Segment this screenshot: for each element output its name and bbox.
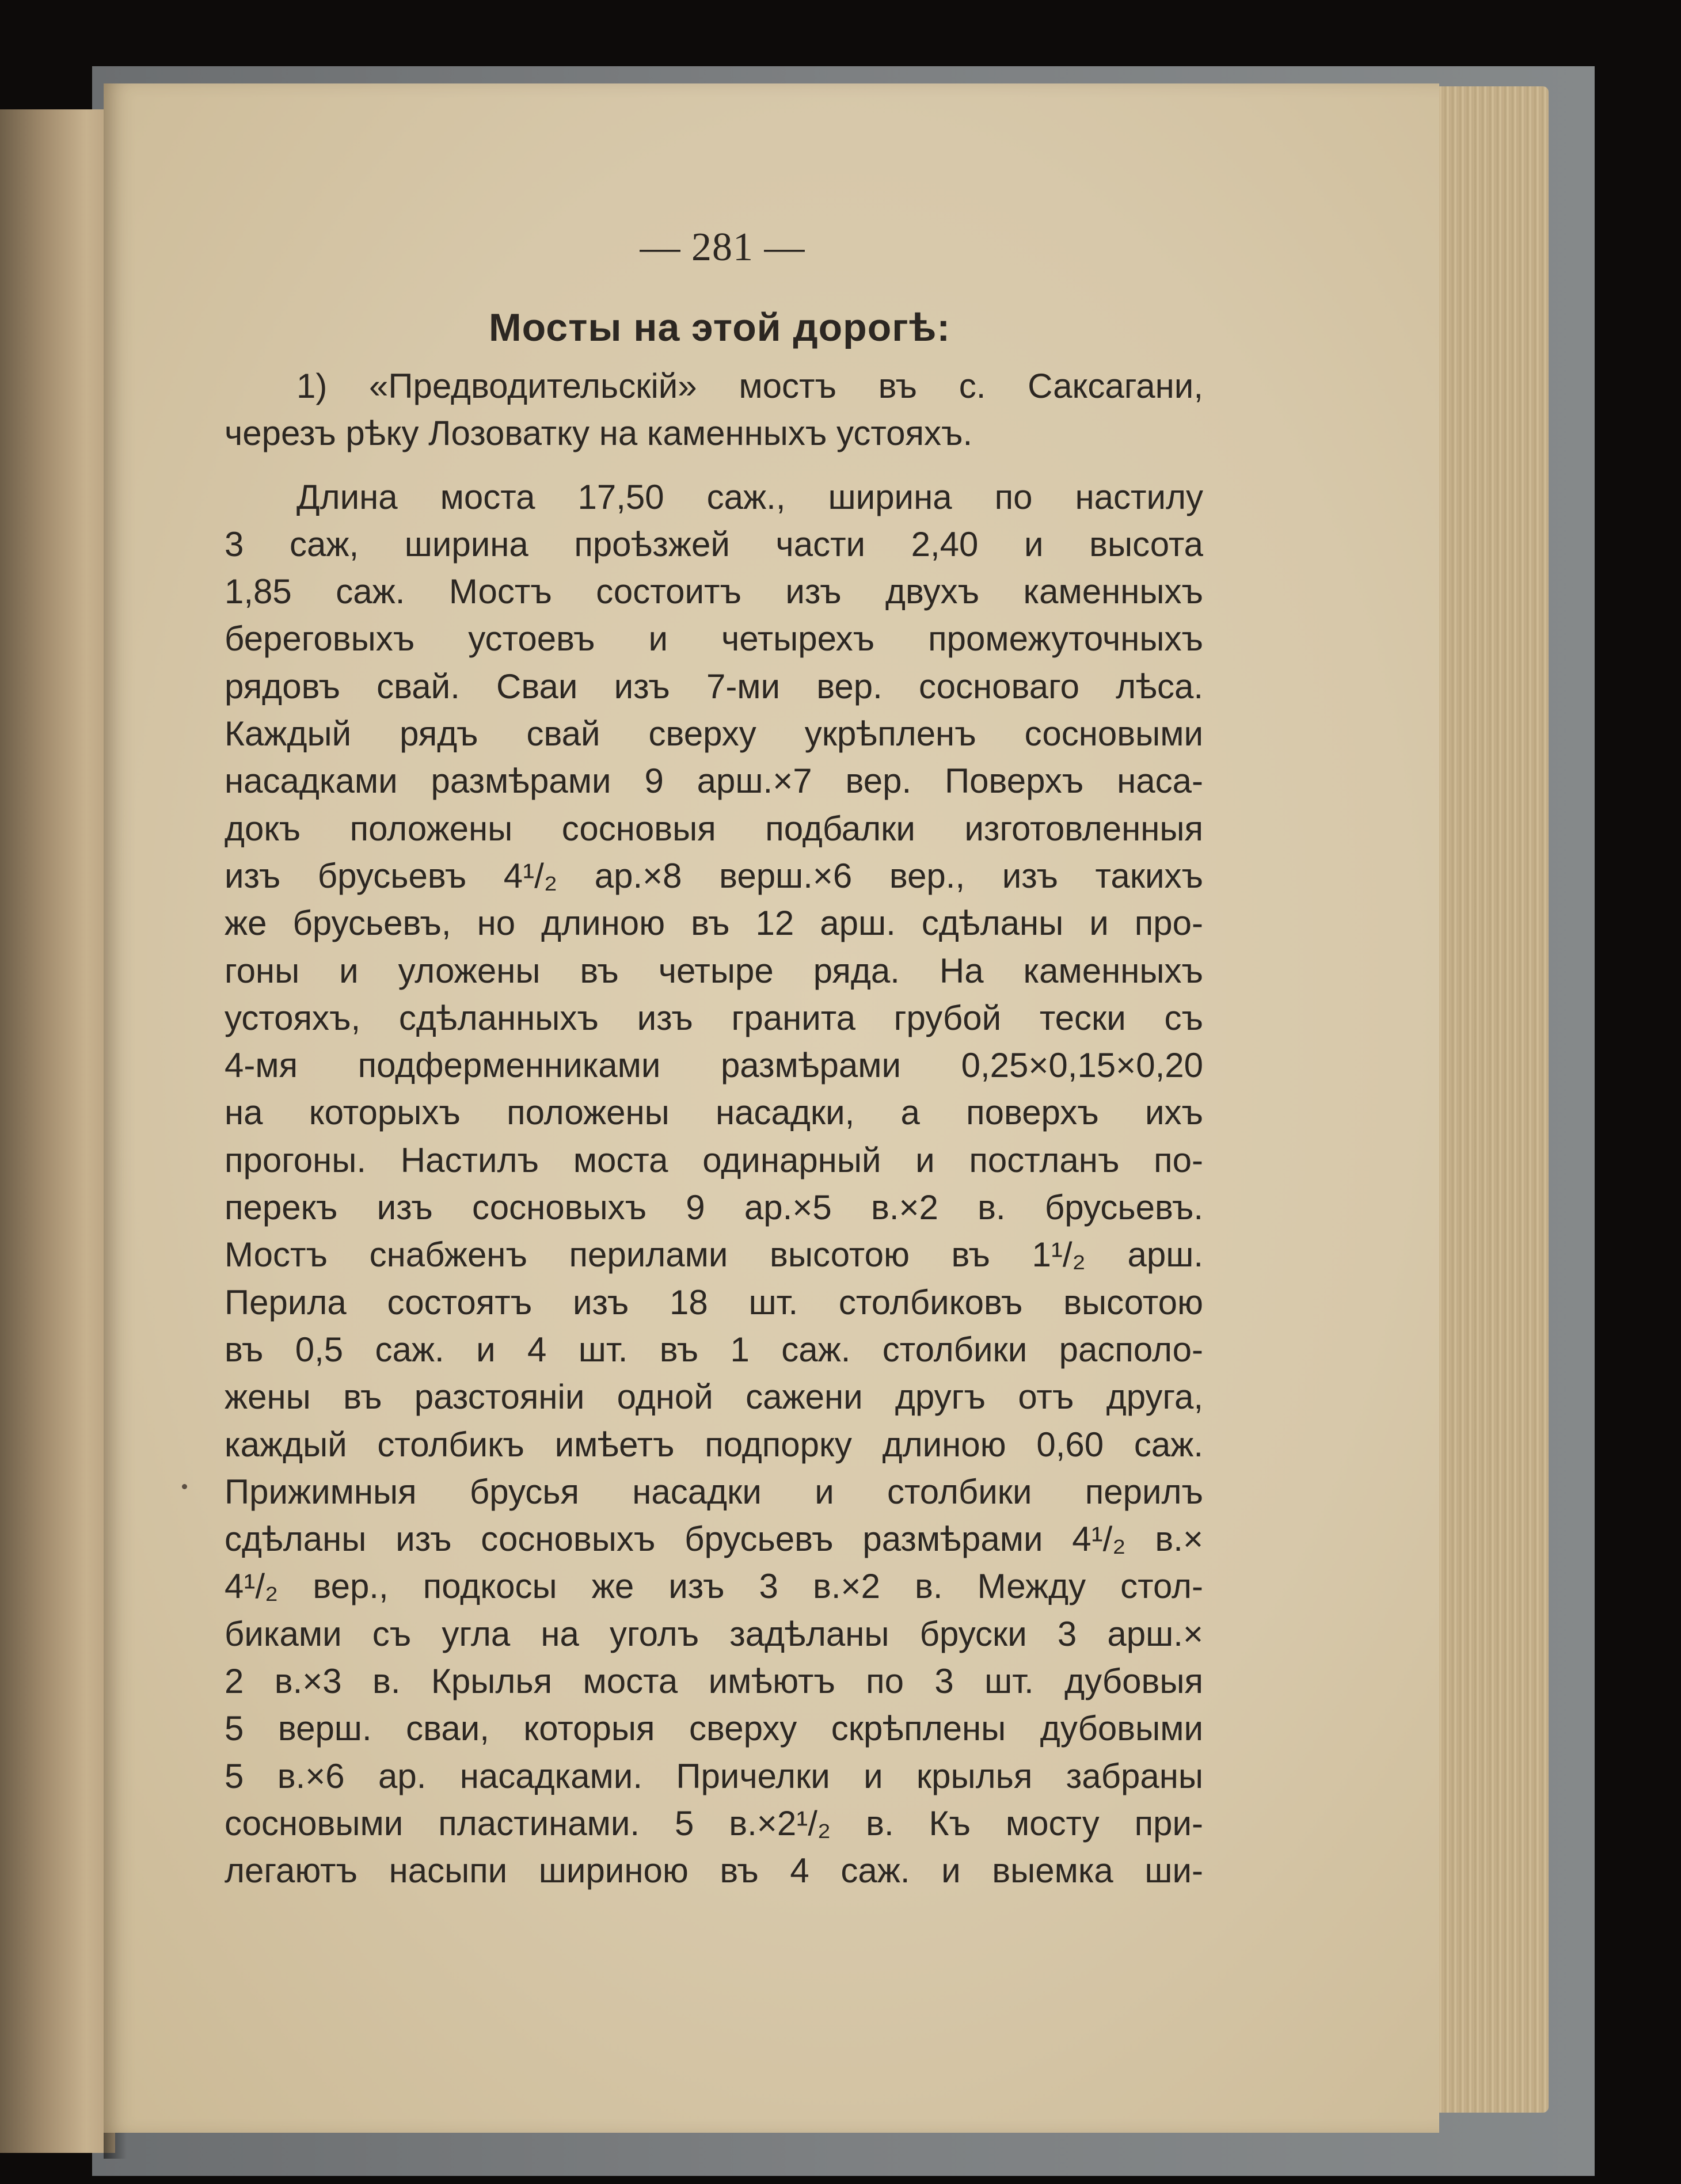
text-line: 2 в.×3 в. Крылья моста имѣютъ по 3 шт. дубовыя xyxy=(225,1662,1203,1701)
text-line: перекъ изъ сосновыхъ 9 ар.×5 в.×2 в. брусьевъ. xyxy=(225,1188,1203,1227)
text-line: береговыхъ устоевъ и четырехъ промежуточныхъ xyxy=(225,619,1203,659)
paper-speck xyxy=(182,1484,187,1489)
text-line: 1,85 саж. Мостъ состоитъ изъ двухъ каменныхъ xyxy=(225,572,1203,611)
page-edges xyxy=(1428,86,1549,2113)
text-line: докъ положены сосновыя подбалки изготовленныя xyxy=(225,809,1203,848)
text-line: устояхъ, сдѣланныхъ изъ гранита грубой тески съ xyxy=(225,998,1203,1037)
text-line: гоны и уложены въ четыре ряда. На каменныхъ xyxy=(225,951,1203,990)
text-line: на которыхъ положены насадки, а поверхъ ихъ xyxy=(225,1093,1203,1132)
text-line: 4-мя подферменниками размѣрами 0,25×0,15×0,20 xyxy=(225,1046,1203,1085)
text-line: же брусьевъ, но длиною въ 12 арш. сдѣланы и про- xyxy=(225,904,1203,943)
text-line: сосновыми пластинами. 5 в.×2¹/₂ в. Къ мосту при- xyxy=(225,1803,1203,1843)
paragraph xyxy=(225,363,1203,458)
text-line: 5 в.×6 ар. насадками. Причелки и крылья забраны xyxy=(225,1756,1203,1795)
text-line: каждый столбикъ имѣетъ подпорку длиною 0,60 саж. xyxy=(225,1425,1203,1464)
page-number: — 281 — xyxy=(640,225,805,269)
text-line: жены въ разстояніи одной сажени другъ отъ друга, xyxy=(225,1378,1203,1417)
text-line: рядовъ свай. Сваи изъ 7-ми вер. сосноваго лѣса. xyxy=(225,667,1203,706)
text-line: 4¹/₂ вер., подкосы же изъ 3 в.×2 в. Между стол- xyxy=(225,1567,1203,1606)
text-line: въ 0,5 саж. и 4 шт. въ 1 саж. столбики располо- xyxy=(225,1330,1203,1369)
text-line: прогоны. Настилъ моста одинарный и постланъ по- xyxy=(225,1140,1203,1179)
paragraph xyxy=(225,474,1203,1895)
text-line: Мостъ снабженъ перилами высотою въ 1¹/₂ арш. xyxy=(225,1235,1203,1274)
text-line: Перила состоятъ изъ 18 шт. столбиковъ высотою xyxy=(225,1283,1203,1322)
text-line: Прижимныя брусья насадки и столбики перилъ xyxy=(225,1472,1203,1511)
text-line: 5 верш. сваи, которыя сверху скрѣплены дубовыми xyxy=(225,1709,1203,1748)
text-line: биками съ угла на уголъ задѣланы бруски 3 арш.× xyxy=(225,1614,1203,1653)
text-line: Длина моста 17,50 саж., ширина по настилу xyxy=(296,477,1203,516)
text-line: 3 саж, ширина проѣзжей части 2,40 и высота xyxy=(225,524,1203,564)
text-line: легаютъ насыпи шириною въ 4 саж. и выемка ши- xyxy=(225,1851,1203,1890)
text-line: сдѣланы изъ сосновыхъ брусьевъ размѣрами 4¹/₂ в.× xyxy=(225,1520,1203,1559)
book-page xyxy=(104,83,1439,2133)
text-line: черезъ рѣку Лозоватку на каменныхъ устояхъ. xyxy=(225,414,973,453)
body-text xyxy=(225,363,1203,1895)
text-line: Каждый рядъ свай сверху укрѣпленъ сосновыми xyxy=(225,714,1203,754)
page-content xyxy=(225,225,1203,1895)
text-line: насадками размѣрами 9 арш.×7 вер. Поверхъ наса- xyxy=(225,762,1203,801)
section-heading: Мосты на этой дорогѣ: xyxy=(489,306,950,349)
text-line: 1) «Предводительскій» мостъ въ с. Саксагани, xyxy=(296,367,1203,405)
previous-page-edge xyxy=(0,109,115,2153)
text-line: изъ брусьевъ 4¹/₂ ар.×8 верш.×6 вер., изъ такихъ xyxy=(225,856,1203,895)
